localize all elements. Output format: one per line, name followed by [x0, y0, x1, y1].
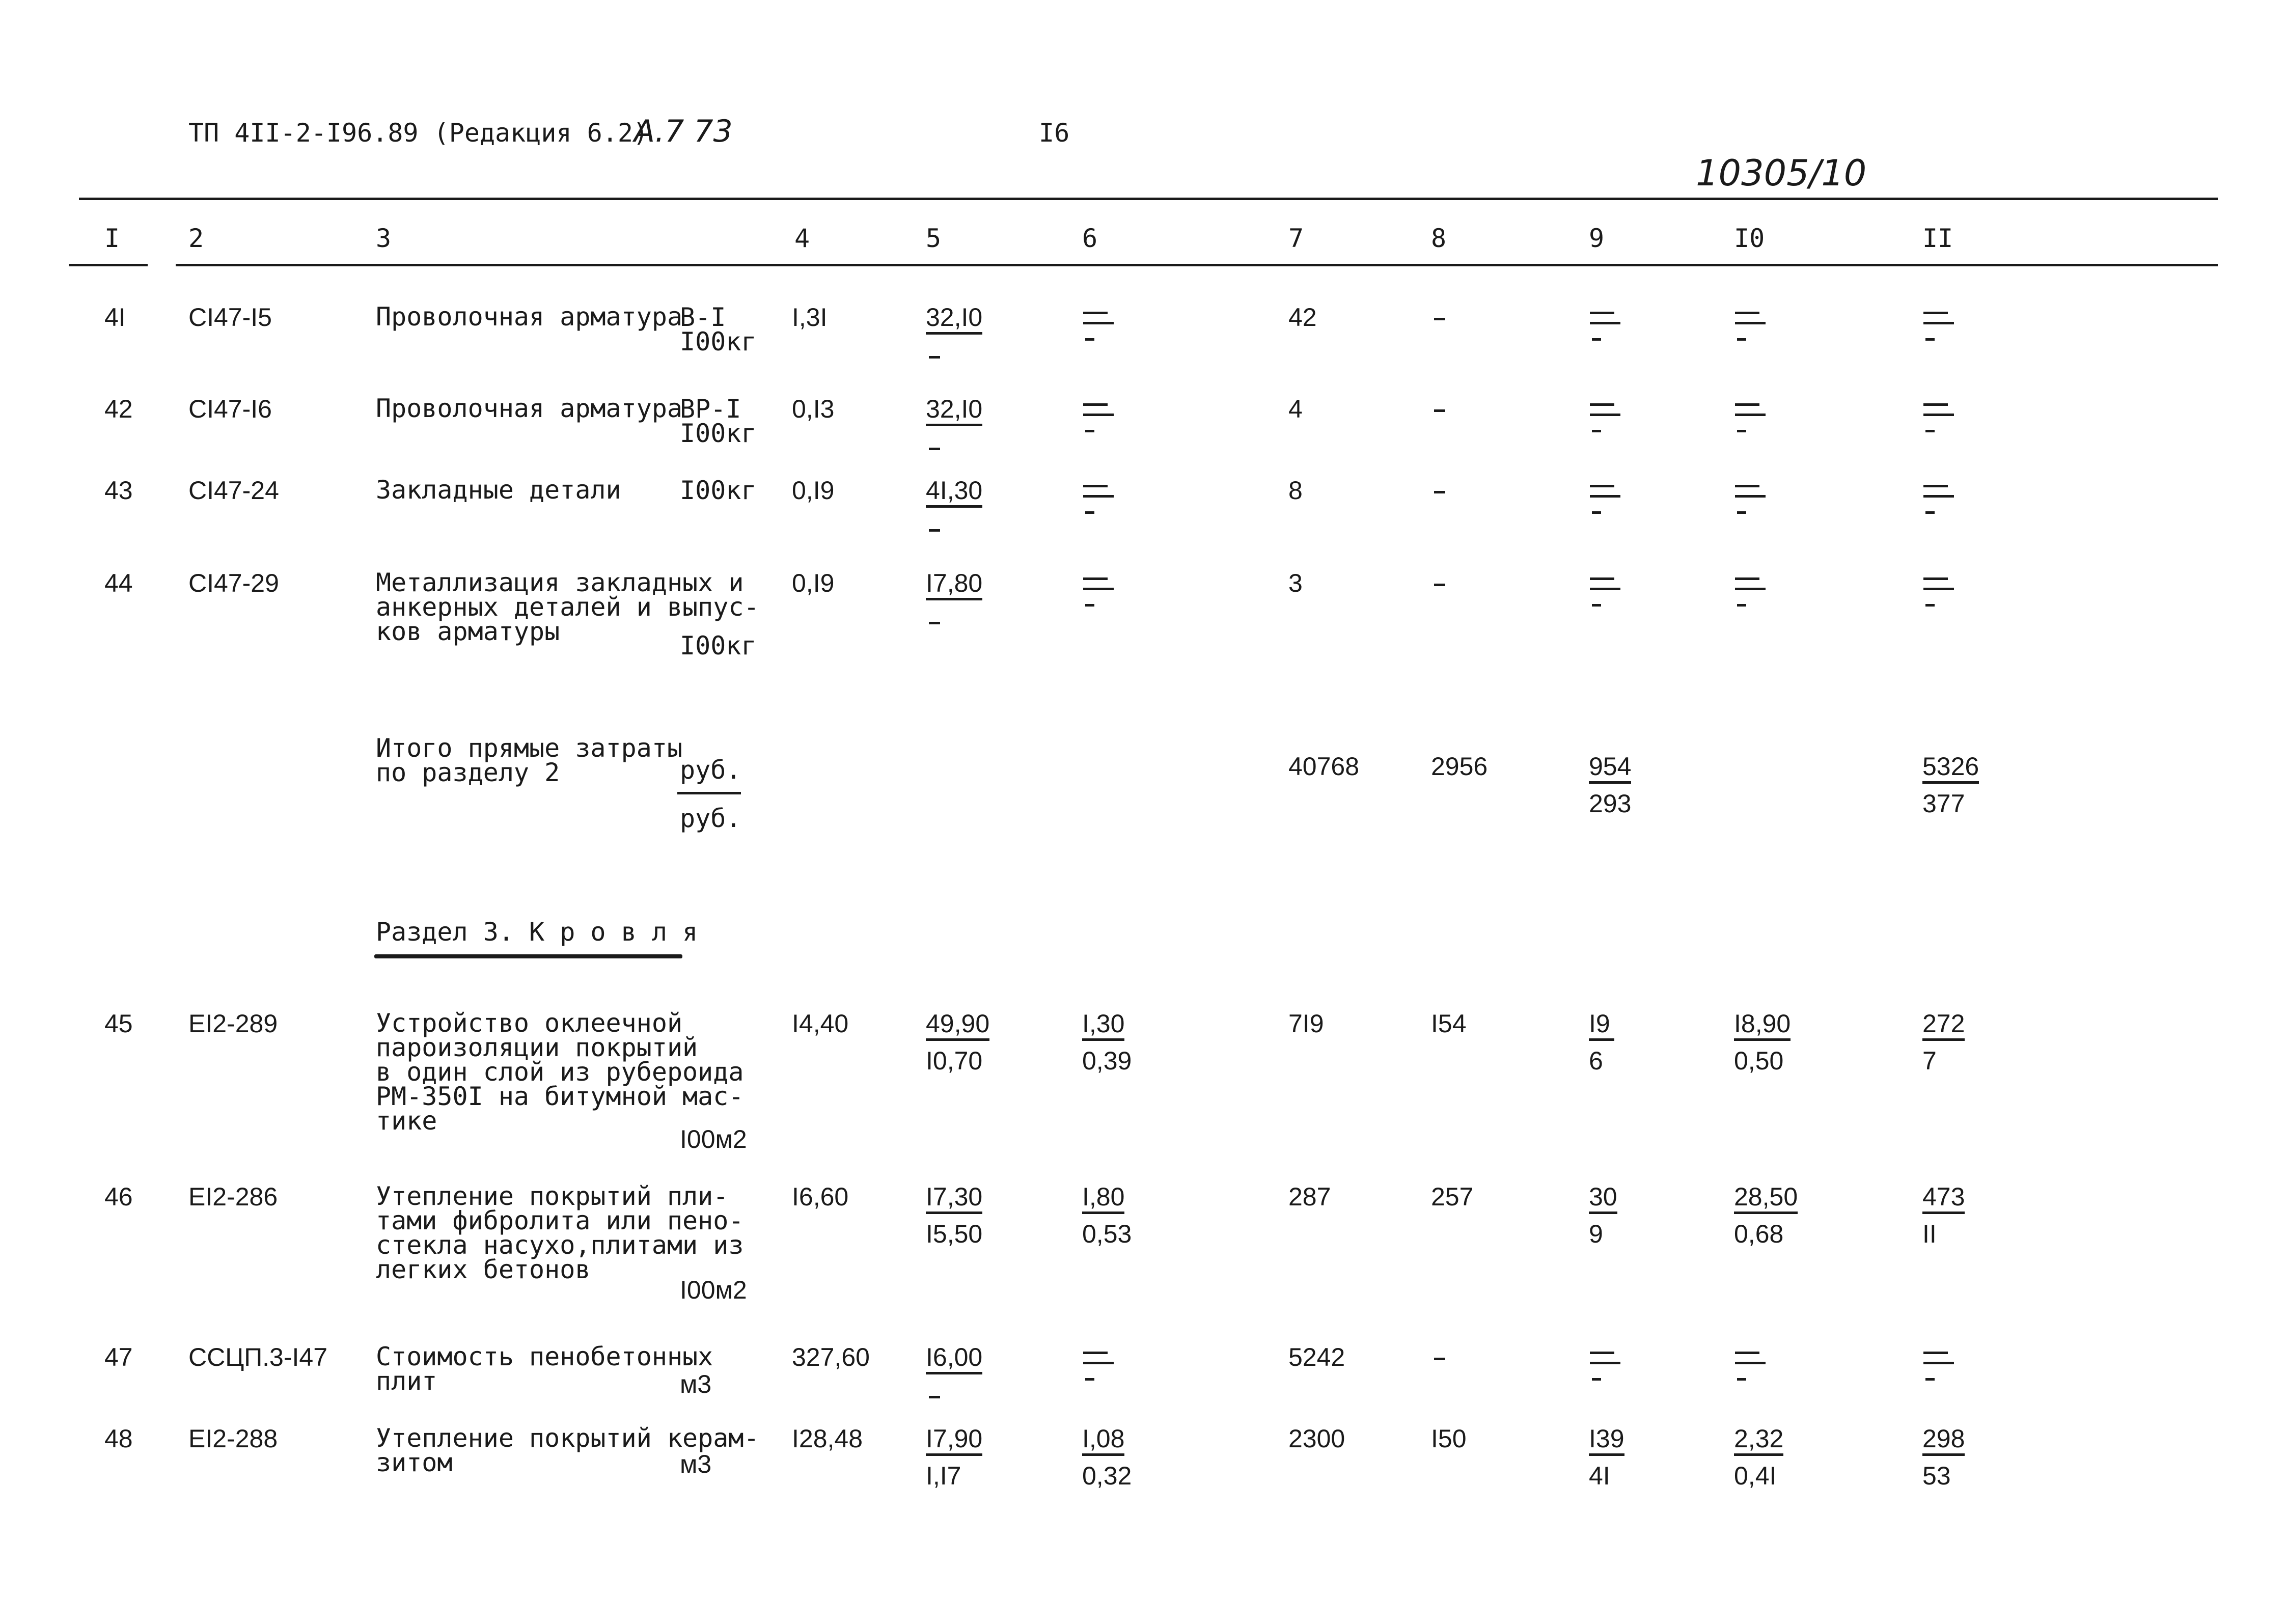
row-col11-top: 298 [1922, 1426, 1965, 1456]
row-col6-dash [1082, 1344, 1118, 1380]
row-col8: I54 [1431, 1009, 1467, 1038]
row-col11-bottom: 7 [1922, 1047, 1937, 1075]
row-col5 [926, 478, 1028, 541]
row-col5 [926, 396, 1028, 460]
row-col11-dash [1922, 1344, 1958, 1380]
dash-rule [1083, 1362, 1114, 1364]
row-col5 [926, 1011, 1028, 1074]
row-col5-top: 49,90 [926, 1011, 989, 1041]
row-col5-bottom-dash [929, 448, 940, 450]
row-col6-dash [1082, 305, 1118, 340]
column-header: 8 [1431, 224, 1447, 253]
column-rule-left [69, 264, 148, 266]
row-col7: 2300 [1288, 1424, 1345, 1453]
row-col8-dash [1434, 318, 1445, 320]
row-col8: 257 [1431, 1182, 1474, 1211]
dash-rule [1590, 588, 1620, 590]
dash-bottom [1592, 1378, 1601, 1381]
row-col5 [926, 1426, 1028, 1489]
row-col11-top: 473 [1922, 1184, 1965, 1214]
dash-top [1735, 403, 1759, 406]
row-quantity: I,3I [792, 303, 828, 332]
row-grade: ВР-I [680, 394, 741, 424]
row-col5-bottom-dash [929, 1396, 940, 1398]
row-col11-bottom: 53 [1922, 1462, 1951, 1490]
row-col5 [926, 305, 1028, 368]
row-unit: I00м2 [680, 1276, 747, 1304]
dash-rule [1083, 322, 1114, 324]
row-quantity: I6,60 [792, 1182, 849, 1211]
row-col6-bottom: 0,53 [1082, 1220, 1132, 1248]
row-quantity: 0,I9 [792, 476, 835, 505]
column-header: I [104, 224, 120, 253]
row-description: Закладные детали [376, 475, 621, 505]
dash-bottom [1737, 1378, 1746, 1381]
row-col5-bottom [926, 516, 1028, 541]
row-col7: 3 [1288, 569, 1303, 597]
row-code: EI2-288 [188, 1424, 278, 1453]
dash-top [1735, 577, 1759, 580]
row-number: 46 [104, 1182, 133, 1211]
row-col8-dash [1434, 409, 1445, 412]
row-col6-top: I,30 [1082, 1011, 1124, 1041]
row-col8-dash [1434, 584, 1445, 586]
row-col5 [926, 1184, 1028, 1247]
dash-top [1590, 403, 1614, 406]
row-col10 [1734, 1011, 1836, 1074]
row-col11-top: 272 [1922, 1011, 1965, 1041]
row-col10-top: 28,50 [1734, 1184, 1798, 1214]
dash-rule [1923, 1362, 1954, 1364]
column-header: 9 [1589, 224, 1605, 253]
row-col5 [926, 1344, 1028, 1408]
row-code: CI47-I6 [188, 395, 272, 423]
column-header: 5 [926, 224, 942, 253]
dash-bottom [1085, 338, 1094, 341]
album-number: А.7 73 [634, 114, 733, 149]
row-description: Проволочная арматура [376, 394, 683, 423]
total-col9-bottom: 293 [1589, 789, 1632, 818]
section3-underline [374, 954, 682, 958]
dash-bottom [1925, 338, 1935, 341]
dash-bottom [1737, 604, 1746, 607]
dash-top [1590, 577, 1614, 580]
row-number: 43 [104, 476, 133, 505]
row-col9 [1589, 1011, 1691, 1074]
dash-rule [1735, 495, 1766, 498]
row-col10-dash [1734, 305, 1770, 340]
row-quantity: 0,I3 [792, 395, 835, 423]
total-label: Итого прямые затраты по разделу 2 [376, 733, 683, 787]
dash-bottom [1925, 1378, 1935, 1381]
row-code: EI2-289 [188, 1009, 278, 1038]
total-col11-top: 5326 [1922, 754, 1979, 784]
dash-bottom [1085, 604, 1094, 607]
dash-top [1735, 312, 1759, 314]
row-col5-top: I7,30 [926, 1184, 982, 1214]
dash-top [1923, 403, 1948, 406]
row-number: 4I [104, 303, 126, 332]
total-unit-rule [677, 792, 741, 794]
total-col9-top: 954 [1589, 754, 1631, 784]
row-description: Проволочная арматура [376, 302, 683, 332]
row-col5-bottom [926, 434, 1028, 460]
row-unit: I00кг [680, 476, 757, 505]
column-rule [176, 264, 2218, 266]
row-code: CI47-24 [188, 476, 279, 505]
row-number: 45 [104, 1009, 133, 1038]
dash-top [1590, 485, 1614, 487]
row-col6-bottom: 0,32 [1082, 1462, 1132, 1490]
row-col9-top: 30 [1589, 1184, 1617, 1214]
row-col11-dash [1922, 478, 1958, 513]
dash-bottom [1592, 338, 1601, 341]
row-col5-bottom: I5,50 [926, 1220, 983, 1248]
dash-top [1083, 577, 1108, 580]
row-number: 48 [104, 1424, 133, 1453]
dash-bottom [1737, 430, 1746, 432]
row-col10-top: 2,32 [1734, 1426, 1783, 1456]
row-col5-bottom [926, 343, 1028, 368]
row-col9-dash [1589, 1344, 1624, 1380]
dash-top [1923, 577, 1948, 580]
dash-top [1923, 485, 1948, 487]
row-code: CI47-I5 [188, 303, 272, 332]
row-col11 [1922, 1011, 2024, 1074]
row-number: 47 [104, 1343, 133, 1371]
section3-title: Раздел 3. К р о в л я [376, 917, 698, 947]
dash-rule [1923, 588, 1954, 590]
header-rule [79, 198, 2218, 200]
row-col10-bottom: 0,4I [1734, 1462, 1777, 1490]
dash-top [1083, 1352, 1108, 1354]
column-header: I0 [1734, 224, 1765, 253]
dash-rule [1923, 414, 1954, 416]
row-quantity: 327,60 [792, 1343, 870, 1371]
column-header: 2 [188, 224, 204, 253]
row-grade: В-I [680, 302, 726, 332]
row-col11 [1922, 1184, 2024, 1247]
row-description: Металлизация закладных и анкерных деталей и выпус- ков арматуры [376, 568, 759, 646]
row-col8-dash [1434, 491, 1445, 493]
row-col9-bottom: 4I [1589, 1462, 1610, 1490]
row-col6-dash [1082, 570, 1118, 606]
dash-rule [1735, 1362, 1766, 1364]
row-col5-top: I6,00 [926, 1344, 982, 1374]
row-col5-bottom [926, 1383, 1028, 1408]
row-col7: 287 [1288, 1182, 1331, 1211]
dash-top [1083, 403, 1108, 406]
dash-rule [1590, 495, 1620, 498]
dash-rule [1590, 414, 1620, 416]
row-col6-dash [1082, 396, 1118, 432]
row-col9-bottom: 9 [1589, 1220, 1603, 1248]
row-col11 [1922, 1426, 2024, 1489]
row-unit: I00м2 [680, 1125, 747, 1153]
dash-top [1083, 485, 1108, 487]
dash-rule [1735, 588, 1766, 590]
column-header: 6 [1082, 224, 1098, 253]
dash-rule [1735, 322, 1766, 324]
total-col11 [1922, 754, 2024, 816]
row-col5-bottom-dash [929, 622, 940, 624]
row-col9-bottom: 6 [1589, 1047, 1603, 1075]
row-col6 [1082, 1426, 1184, 1489]
row-col8: I50 [1431, 1424, 1467, 1453]
row-col9-top: I9 [1589, 1011, 1614, 1041]
row-description: Утепление покрытий керам- зитом [376, 1423, 759, 1477]
row-col6-top: I,08 [1082, 1426, 1124, 1456]
row-col10-dash [1734, 478, 1770, 513]
row-quantity: I4,40 [792, 1009, 849, 1038]
dash-bottom [1085, 511, 1094, 514]
stamp-number: 10305/10 [1696, 152, 1867, 194]
row-col11-dash [1922, 570, 1958, 606]
row-col5-bottom-dash [929, 529, 940, 532]
row-col5-top: I7,80 [926, 570, 982, 600]
row-col10-dash [1734, 396, 1770, 432]
dash-bottom [1925, 511, 1935, 514]
dash-bottom [1925, 430, 1935, 432]
dash-rule [1923, 322, 1954, 324]
row-code: EI2-286 [188, 1182, 278, 1211]
dash-bottom [1737, 338, 1746, 341]
row-col7: 8 [1288, 476, 1303, 505]
row-col9 [1589, 1426, 1691, 1489]
row-col9-dash [1589, 396, 1624, 432]
column-header: 7 [1288, 224, 1304, 253]
row-col6-top: I,80 [1082, 1184, 1124, 1214]
dash-bottom [1592, 604, 1601, 607]
row-unit: I00кг [680, 419, 757, 448]
dash-rule [1590, 322, 1620, 324]
row-col5-bottom [926, 609, 1028, 634]
dash-bottom [1592, 511, 1601, 514]
dash-rule [1083, 414, 1114, 416]
row-col6 [1082, 1184, 1184, 1247]
page-number: I6 [1039, 118, 1070, 148]
dash-rule [1735, 414, 1766, 416]
dash-top [1083, 312, 1108, 314]
dash-bottom [1085, 430, 1094, 432]
dash-top [1590, 312, 1614, 314]
row-description: Стоимость пенобетонных плит [376, 1342, 713, 1396]
row-col10 [1734, 1426, 1836, 1489]
dash-top [1590, 1352, 1614, 1354]
dash-bottom [1085, 1378, 1094, 1381]
dash-bottom [1592, 430, 1601, 432]
row-col10-bottom: 0,68 [1734, 1220, 1784, 1248]
total-col7: 40768 [1288, 752, 1360, 781]
column-header: 3 [376, 224, 392, 253]
row-number: 44 [104, 569, 133, 597]
row-col10-top: I8,90 [1734, 1011, 1791, 1041]
row-col7: 4 [1288, 395, 1303, 423]
row-quantity: I28,48 [792, 1424, 863, 1453]
row-number: 42 [104, 395, 133, 423]
row-code: ССЦП.3-I47 [188, 1343, 327, 1371]
row-col10-bottom: 0,50 [1734, 1047, 1784, 1075]
row-col6-dash [1082, 478, 1118, 513]
dash-rule [1083, 588, 1114, 590]
row-col5-top: 32,I0 [926, 396, 982, 426]
column-header: 4 [794, 224, 810, 253]
dash-rule [1590, 1362, 1620, 1364]
total-col11-bottom: 377 [1922, 789, 1965, 818]
row-col6-bottom: 0,39 [1082, 1047, 1132, 1075]
row-col5 [926, 570, 1028, 634]
row-col7: 5242 [1288, 1343, 1345, 1371]
row-unit: I00кг [680, 327, 757, 356]
row-unit: м3 [680, 1370, 712, 1398]
total-col8: 2956 [1431, 752, 1488, 781]
row-col7: 42 [1288, 303, 1317, 332]
row-col5-top: I7,90 [926, 1426, 982, 1456]
row-col9-top: I39 [1589, 1426, 1624, 1456]
row-col5-bottom: I,I7 [926, 1462, 961, 1490]
row-col11-bottom: II [1922, 1220, 1937, 1248]
row-col9-dash [1589, 478, 1624, 513]
dash-bottom [1925, 604, 1935, 607]
row-col7: 7I9 [1288, 1009, 1324, 1038]
row-col5-bottom: I0,70 [926, 1047, 983, 1075]
dash-bottom [1737, 511, 1746, 514]
total-unit-top: руб. [680, 755, 741, 785]
column-header: II [1922, 224, 1953, 253]
row-col10-dash [1734, 570, 1770, 606]
row-col10-dash [1734, 1344, 1770, 1380]
dash-rule [1923, 495, 1954, 498]
row-code: CI47-29 [188, 569, 279, 597]
dash-top [1923, 1352, 1948, 1354]
row-unit: I00кг [680, 631, 757, 660]
row-description: Устройство оклеечной пароизоляции покрытий в один слой из рубероида РМ-350I на битумной мас- тике [376, 1008, 744, 1136]
dash-rule [1083, 495, 1114, 498]
row-col9-dash [1589, 305, 1624, 340]
row-unit: м3 [680, 1450, 712, 1478]
row-col5-top: 4I,30 [926, 478, 982, 508]
dash-top [1735, 1352, 1759, 1354]
row-description: Утепление покрытий пли- тами фибролита или пено- стекла насухо,плитами из легких бетонов [376, 1181, 744, 1284]
row-col11-dash [1922, 396, 1958, 432]
dash-top [1735, 485, 1759, 487]
row-col10 [1734, 1184, 1836, 1247]
row-col9-dash [1589, 570, 1624, 606]
row-col5-top: 32,I0 [926, 305, 982, 335]
row-col6 [1082, 1011, 1184, 1074]
dash-top [1923, 312, 1948, 314]
row-col5-bottom-dash [929, 356, 940, 359]
total-col9 [1589, 754, 1691, 816]
row-col11-dash [1922, 305, 1958, 340]
total-unit-bottom: руб. [680, 804, 741, 833]
doc-code: ТП 4II-2-I96.89 (Редакция 6.2) [188, 118, 649, 148]
row-col8-dash [1434, 1358, 1445, 1360]
row-col9 [1589, 1184, 1691, 1247]
row-quantity: 0,I9 [792, 569, 835, 597]
